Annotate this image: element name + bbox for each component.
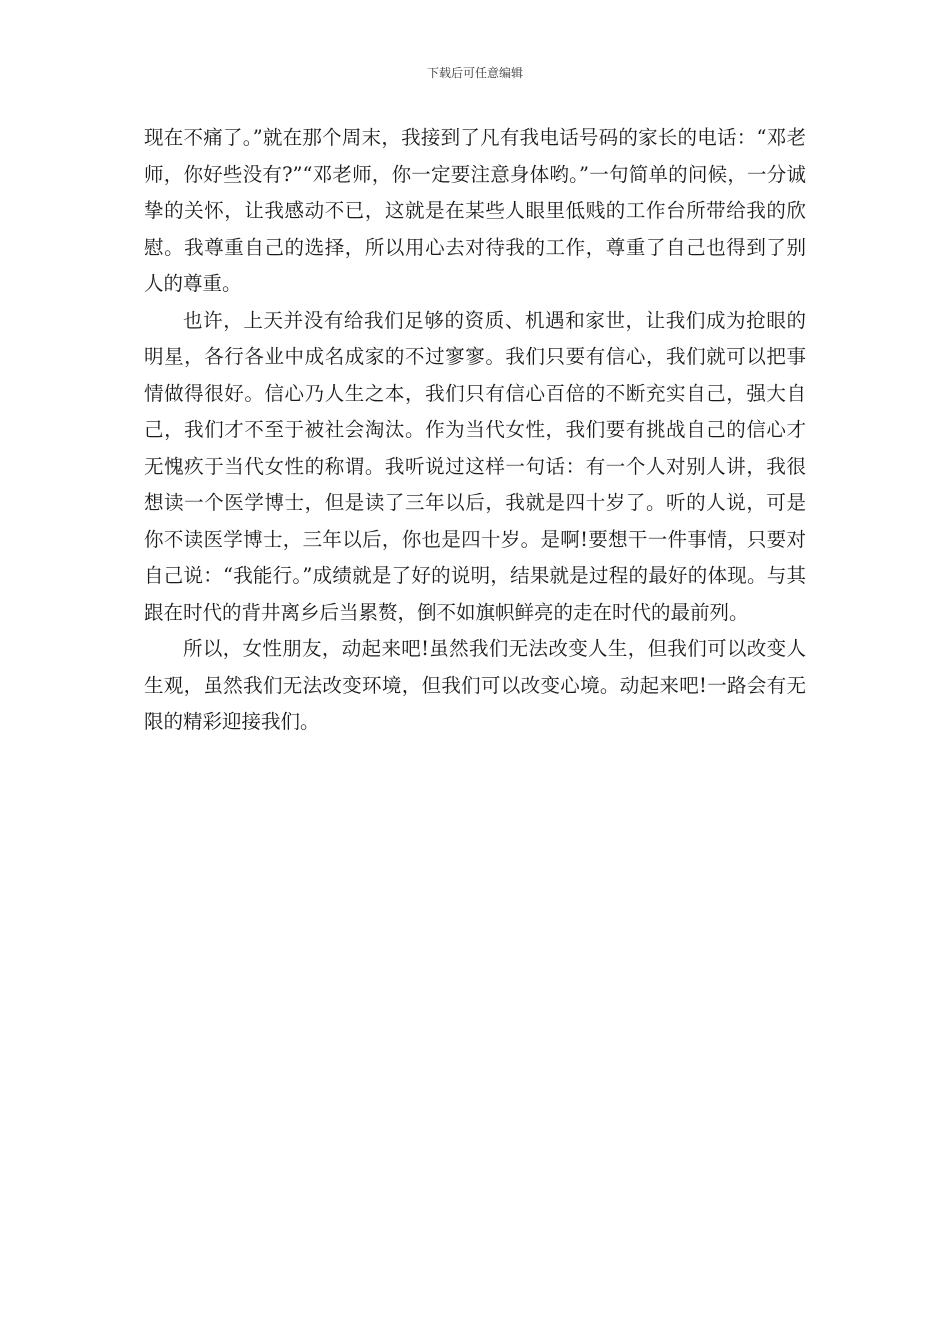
page-header: 下载后可任意编辑 [426, 66, 523, 80]
paragraph: 也许，上天并没有给我们足够的资质、机遇和家世，让我们成为抢眼的明星，各行各业中成名成家的不过寥寥。我们只要有信心，我们就可以把事情做得很好。信心乃人生之本，我们只有信心百倍的不断充实自己，强大自己，我们才不至于被社会淘汰。作为当代女性，我们要有挑战自己的信心才无愧疚于当代女性的称谓。我听说过这样一句话：有一个人对别人讲，我很想读一个医学博士，但是读了三年以后，我就是四十岁了。听的人说，可是你不读医学博士，三年以后，你也是四十岁。是啊!要想干一件事情，只要对自己说：“我能行。”成绩就是了好的说明，结果就是过程的最好的体现。与其跟在时代的背井离乡后当累赘，倒不如旗帜鲜亮的走在时代的最前列。 [144, 308, 806, 624]
paragraph: 所以，女性朋友，动起来吧!虽然我们无法改变人生，但我们可以改变人生观，虽然我们无法改变环境，但我们可以改变心境。动起来吧!一路会有无限的精彩迎接我们。 [144, 637, 806, 733]
document-body [144, 120, 806, 741]
paragraph-continuation: 现在不痛了。”就在那个周末，我接到了凡有我电话号码的家长的电话：“邓老师，你好些没有?”“邓老师，你一定要注意身体哟。”一句简单的问候，一分诚挚的关怀，让我感动不已，这就是在某些人眼里低贱的工作台所带给我的欣慰。我尊重自己的选择，所以用心去对待我的工作，尊重了自己也得到了别人的尊重。 [144, 126, 806, 295]
